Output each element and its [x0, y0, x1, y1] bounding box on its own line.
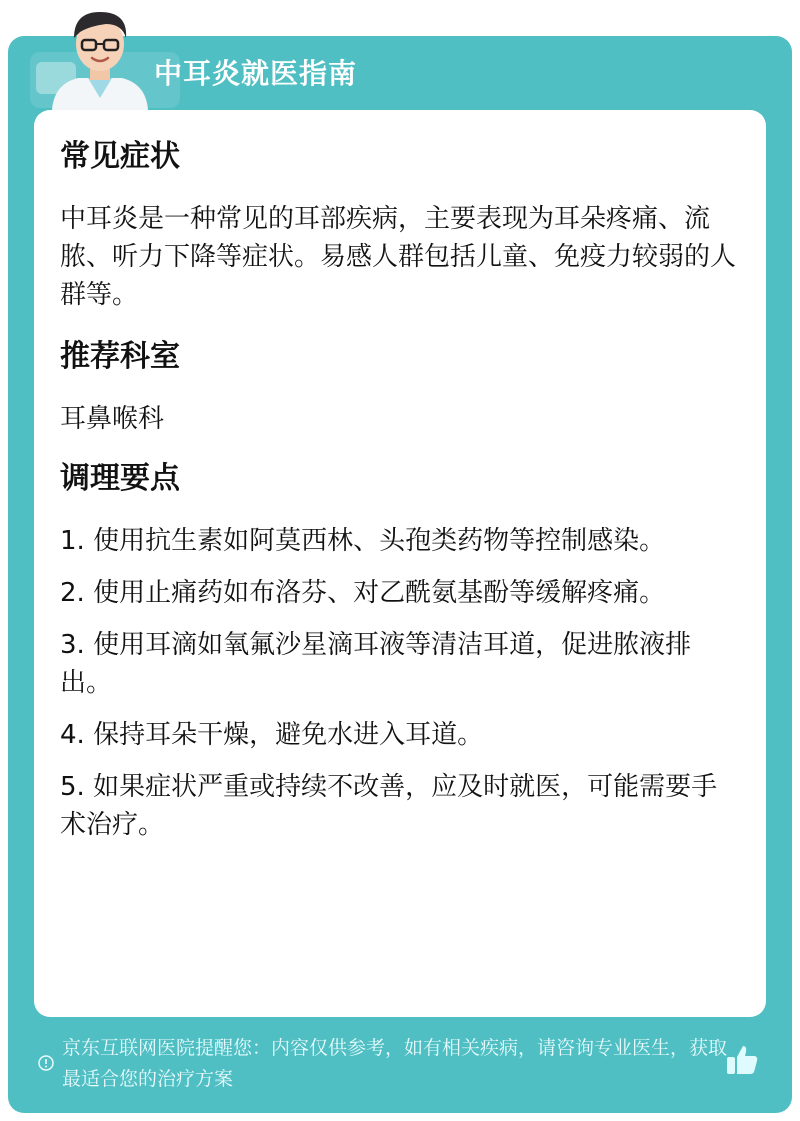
care-item-5: 5. 如果症状严重或持续不改善，应及时就医，可能需要手术治疗。 [60, 772, 718, 840]
doctor-avatar [44, 2, 156, 110]
care-list [60, 522, 740, 844]
department-text: 耳鼻喉科 [60, 404, 165, 434]
section-title-department: 推荐科室 [60, 339, 180, 374]
card-content [60, 134, 740, 858]
page-title: 中耳炎就医指南 [154, 57, 358, 90]
thumbs-up-icon[interactable] [724, 1042, 760, 1078]
section-title-care: 调理要点 [60, 461, 180, 496]
info-icon [38, 1055, 54, 1071]
content-card [34, 110, 766, 1017]
section-title-symptoms: 常见症状 [60, 139, 180, 174]
care-item-4: 4. 保持耳朵干燥，避免水进入耳道。 [60, 720, 484, 750]
care-item-3: 3. 使用耳滴如氧氟沙星滴耳液等清洁耳道，促进脓液排出。 [60, 630, 692, 698]
disclaimer-text: 京东互联网医院提醒您：内容仅供参考，如有相关疾病，请咨询专业医生，获取最适合您的治疗方案 [62, 1037, 728, 1090]
care-item-2: 2. 使用止痛药如布洛芬、对乙酰氨基酚等缓解疼痛。 [60, 578, 666, 608]
care-item-1: 1. 使用抗生素如阿莫西林、头孢类药物等控制感染。 [60, 526, 666, 556]
symptoms-text: 中耳炎是一种常见的耳部疾病，主要表现为耳朵疼痛、流脓、听力下降等症状。易感人群包括儿童、免疫力较弱的人群等。 [60, 204, 737, 310]
